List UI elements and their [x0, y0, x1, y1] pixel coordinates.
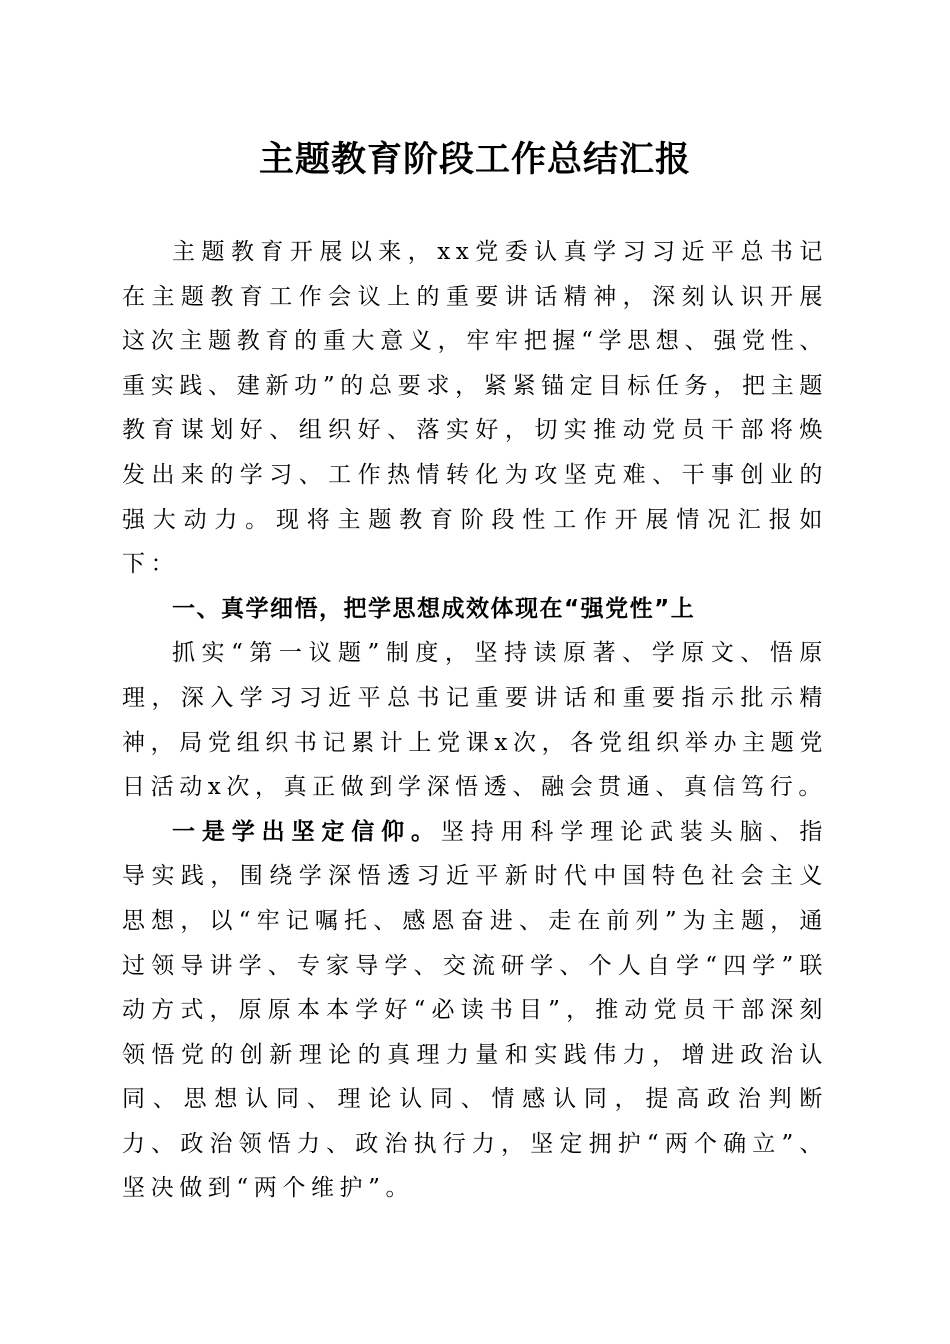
intro-paragraph: 主题教育开展以来，xx党委认真学习习近平总书记在主题教育工作会议上的重要讲话精神，深刻认识开展这次主题教育的重大意义，牢牢把握“学思想、强党性、重实践、建新功”的总要求，紧紧锚定目标任务，把主题教育谋划好、组织好、落实好，切实推动党员干部将焕发出来的学习、工作热情转化为攻坚克难、干事创业的强大动力。现将主题教育阶段性工作开展情况汇报如下： — [122, 239, 828, 578]
lead-phrase: 一是学出坚定信仰。 — [172, 818, 441, 845]
document-body — [122, 230, 828, 1211]
document-title: 主题教育阶段工作总结汇报 — [258, 139, 691, 180]
section-heading: 一、真学细悟，把学思想成效体现在“强党性”上 — [172, 595, 696, 622]
section-paragraph: 抓实“第一议题”制度，坚持读原著、学原文、悟原理，深入学习习近平总书记重要讲话和重要指示批示精神，局党组织书记累计上党课x次，各党组织举办主题党日活动x次，真正做到学深悟透、融会贯通、真信笃行。 — [122, 640, 828, 801]
lead-paragraph-body: 坚持用科学理论武装头脑、指导实践，围绕学深悟透习近平新时代中国特色社会主义思想，以“牢记嘱托、感恩奋进、走在前列”为主题，通过领导讲学、专家导学、交流研学、个人自学“四学”联动方式，原原本本学好“必读书目”，推动党员干部深刻领悟党的创新理论的真理力量和实践伟力，增进政治认同、思想认同、理论认同、情感认同，提高政治判断力、政治领悟力、政治执行力，坚定拥护“两个确立”、坚决做到“两个维护”。 — [122, 818, 828, 1202]
section-paragraph-lead-item — [122, 810, 828, 1211]
